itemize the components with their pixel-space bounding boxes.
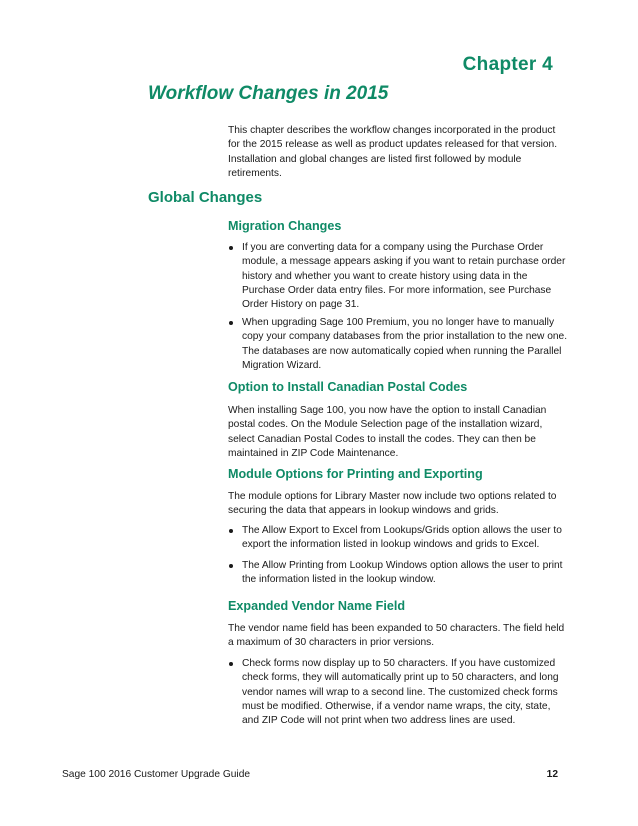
intro-paragraph: This chapter describes the workflow changes incorporated in the product for the 2015 release as well as product updates released for that version. Installation and global changes are listed first followed by module retirements. [228, 125, 558, 179]
canadian-postal-codes-paragraph: When installing Sage 100, you now have the option to install Canadian postal codes. On the Module Selection page of the installation wizard, select Canadian Postal Codes to install the codes. They can then be maintained in ZIP Code Maintenance. [228, 405, 547, 459]
list-item [228, 657, 568, 728]
bullet-dot [229, 662, 233, 666]
chapter-label: Chapter 4 [462, 54, 553, 75]
bullet-text: When upgrading Sage 100 Premium, you no longer have to manually copy your company databases from the prior installation to the new one. The databases are now automatically copied when running the Parallel Migration Wizard. [242, 317, 568, 371]
vendor-name-field-heading: Expanded Vendor Name Field [228, 599, 406, 613]
footer-page-number: 12 [546, 769, 558, 780]
list-item [228, 559, 568, 588]
module-options-heading: Module Options for Printing and Exporting [228, 467, 483, 481]
list-item [228, 316, 568, 373]
bullet-text: If you are converting data for a company using the Purchase Order module, a message appears asking if you want to retain purchase order history and whether you want to create history using data in the Purchase Order data entry files. For more information, see Purchase Order History on page 31. [242, 242, 566, 311]
global-changes-heading: Global Changes [148, 189, 263, 206]
vendor-name-field-paragraph: The vendor name field has been expanded to 50 characters. The field held a maximum of 30 characters in prior versions. [228, 623, 565, 649]
canadian-postal-codes-heading: Option to Install Canadian Postal Codes [228, 380, 468, 394]
bullet-text: The Allow Export to Excel from Lookups/Grids option allows the user to export the information listed in lookup windows and grids to Excel. [242, 525, 562, 551]
migration-changes-heading: Migration Changes [228, 219, 342, 233]
list-item [228, 524, 568, 553]
footer-guide-title: Sage 100 2016 Customer Upgrade Guide [62, 769, 251, 780]
bullet-text: The Allow Printing from Lookup Windows option allows the user to print the information listed in the lookup window. [242, 560, 563, 586]
chapter-title: Workflow Changes in 2015 [148, 83, 389, 104]
bullet-text: Check forms now display up to 50 characters. If you have customized check forms, they will automatically print up to 50 characters, and long vendor names will wrap to a second line. The customized check forms must be modified. Otherwise, if a vendor name wraps, the city, state, and ZIP Code will not print when two address lines are used. [242, 658, 559, 727]
bullet-dot [229, 564, 233, 568]
bullet-dot [229, 529, 233, 533]
bullet-dot [229, 321, 233, 325]
list-item [228, 241, 568, 312]
bullet-dot [229, 246, 233, 250]
module-options-paragraph: The module options for Library Master now include two options related to securing the data that appears in lookup windows and grids. [228, 491, 557, 517]
